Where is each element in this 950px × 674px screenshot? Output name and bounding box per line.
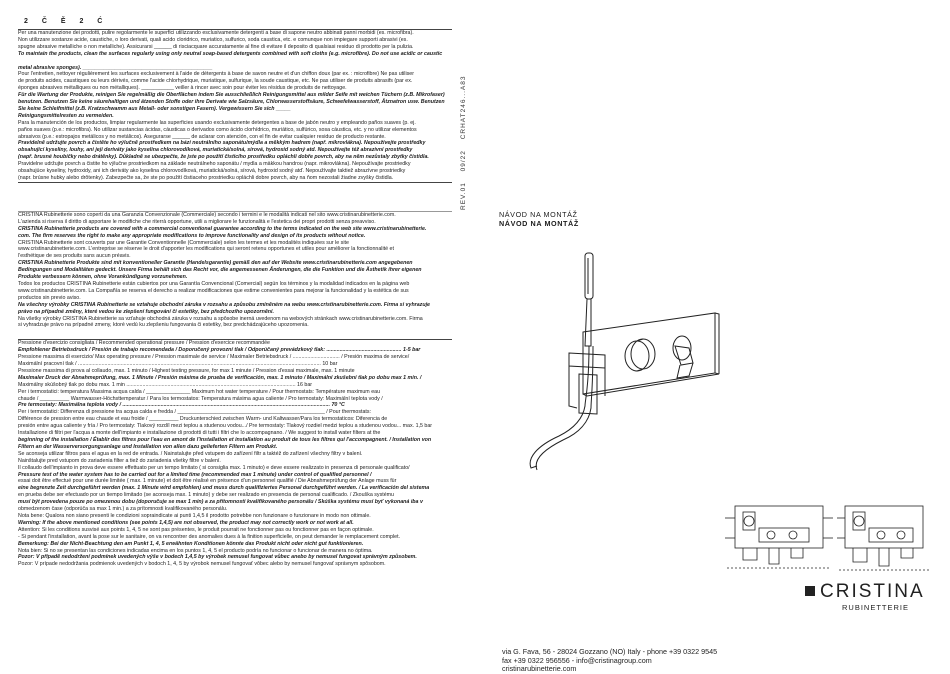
contact-fax-email: fax +39 0322 956556 - info@cristinagroup.com	[502, 655, 652, 665]
technical-line: Installazione di filtri per l'acqua a monte dell'impianto e installazione di prodotti di tutti i filtri che lo accompagnano. / We suggest to install water filters at the	[18, 430, 381, 437]
warranty-line: www.cristinarubinetterie.com. L'entreprise se réserve le droit d'apporter les modifications qui seront retenu opportunes et utiles pour améliorer la fonctionnalité et	[18, 246, 394, 253]
technical-line: Nota bene: Qualora non siano presenti le condizioni sopraindicate ai punti 1,4,5 il prodotto potrebbe non funzionare o funzionare in modo non ottimale.	[18, 512, 371, 519]
technical-line: Per i termostatici: Differenza di pressione tra acqua calda e fredda / __________________________________________________ / Pour thermostats:	[18, 409, 371, 416]
care-line: obsahující kyseliny, louhy, ani jeji deriváty jako kyselina chlorovodíková, muriatická/solná, sírová, hydroxid sodný atd. Nepoužívejte též abrazivní prostředky	[18, 147, 413, 154]
shower-hose	[530, 346, 589, 468]
revision-label: REV.01	[460, 182, 467, 210]
care-line: Sie keine Schleifmittel (z.B. Kratzschwamm aus Metall- oder sonstigen Fasern). Vergewissern Sie sich _____	[18, 105, 291, 112]
technical-line: obmedzenom čase (odporúča sa max 1 min.) a za prítomnosti kvalifikovaného personálu.	[18, 506, 228, 513]
care-line: (např. brusné houbičky nebo drátěnky). Důkladně se ubezpečte, že jste po použití čisticího prostředku opláchli dobře povrch, aby na něm nezůstaly zbytky čistidla.	[18, 154, 429, 161]
revision-code	[460, 0, 467, 210]
care-line: Pour l'entretien, nettoyer régulièrement les surfaces exclusivement à l'aide de détergents à base de savon neutre et d'un chiffon doux (par ex. : microfibre) Ne pas utiliser	[18, 71, 415, 78]
technical-line: Maximální pracovní tlak / ..................................................................................................................................................................... 10 bar	[18, 361, 338, 368]
care-line: To maintain the products, clean the surfaces regularly using only neutral soap-based detergents combined with soft cloths (e.g. microfibre). Do not use acidic or caustic	[18, 50, 443, 57]
care-line: Für die Wartung der Produkte, reinigen Sie regelmäßig die Oberflächen indem Sie ausschließlich Reinigungsmittel aus milder Seife mit weichen Tüchern (z.B. Mikrofaser)	[18, 92, 445, 99]
warranty-line: l'esthétique de ses produits sans aucun préavis.	[18, 253, 131, 260]
technical-line: - Si pendant l'installation, avant la pose sur le sanitaire, on va rencontrer des anomalies dues à la finition superficielle, on peut demander le remplacement complet.	[18, 533, 401, 540]
technical-line: Maximaler Druck der Abnahmeprüfung, max. 1 Minute / Presión máxima de prueba de verificación, max. 1 minuto / Maximální zkušební tlak po dobu max 1 min. /	[18, 374, 422, 381]
warranty-line: L'azienda si riserva il diritto di apportare le modifiche che riterrà opportune, utili a migliorare le funzionalità e l'estetica dei propri prodotti senza preavviso.	[18, 218, 376, 225]
outlet-bracket	[569, 353, 605, 414]
care-line: Per una manutenzione dei prodotti, pulire regolarmente le superfici utilizzando esclusivamente detergenti a base di sapone neutro abbinati panni morbidi (es. microfibra).	[18, 30, 414, 36]
technical-line: Maximálny skúšobný tlak po dobu max. 1 min ................................................................................................................... 16 bar	[18, 381, 313, 388]
technical-line: Pressione massima di prova al collaudo, max. 1 minuto / Highest testing pressure, for max 1 minute / Pression d'essai maximale, max. 1 minute	[18, 367, 355, 374]
technical-line: Nainštalujte pred vstupom do zariadenia filter a tiež do zariadenia všetky filtre v balení.	[18, 457, 221, 464]
cristina-logo	[805, 581, 925, 612]
warranty-line: Bedingungen und Modalitäten gedeckt. Unsere Firma behält sich das Recht vor, die angemessenen Änderungen, die die Funktion und die Ästhetik ihrer eigenen	[18, 267, 422, 274]
care-line: paños suaves (p.e.: microfibra). No utilizar sustancias ácidas, cáusticas o derivados como ácido clorhídrico, muriático, sulfúrico, sosa cáustica, etc. y no utilizar elementos	[18, 126, 417, 133]
care-line: spugne abrasive metalliche o non metalliche). Assicurarsi ______ di risciacquare accuratamente al fine di evitare il deposito di qualsiasi residuo di prodotto per la pulizia.	[18, 43, 414, 50]
diverter-knob	[625, 339, 655, 371]
technical-line: Pressione d'esercizio consigliata / Recommended operational pressure / Pression d'exercice recommandée	[18, 340, 270, 347]
technical-line: presión entre agua caliente y fría / Pro termostaty: Tlakový rozdíl mezi teplou a studenou vodou.../ Pre termostaty: Tlakový rozdiel medzi teplou a studenou vodou... max. 1,5 bar	[18, 423, 433, 430]
care-line: Pravidelne udržujte povrch a čistite ho výlučne prostriedkom na základe neutrálneho saponátu / mydla a mäkkou handrou (napr. mikrovlákna). Nepoužívajte prostriedky	[18, 161, 411, 168]
revision-date: 09/22	[460, 150, 467, 172]
contact-block	[502, 648, 717, 674]
warranty-line: právo na případné změny, které vedou ke zlepšení fungování či estetiky, bez předchozího upozornění.	[18, 308, 274, 315]
care-line: de produits acides, caustiques ou leurs dérivés, comme l'acide chlorhydrique, muriatique, sulfurique, la soude caustique, etc. Ne pas utiliser de produits abrasifs (par ex.	[18, 78, 413, 85]
title-line-2: NÁVOD NA MONTÁŽ	[499, 219, 579, 228]
care-line: benutzen. Benutzen Sie keine säurehaltigen und ätzenden Stoffe oder ihre Derivate wie Salzsäure, Chlorwasserstoffsäure, Schwefelwasserstoff, Ätznatron usw. Benutzen	[18, 99, 445, 106]
technical-line: eine begrenzte Zeit durchgeführt werden (max. 1 Minute wird empfohlen) und muss durch qualifiziertes Personal durchgeführt werden. / La verificación del sistema	[18, 485, 430, 492]
care-line	[18, 58, 452, 65]
technical-line: essai doit être effectué pour une durée limitée ( max. 1 minute) et doit être réalisé en présence d'un personnel qualifié / Die Abnahmeprüfung der Anlage muss für	[18, 478, 397, 485]
warranty-line: com. The firm reserves the right to make any appropriate modifications to improve functionality and design of its products without notice.	[18, 232, 366, 239]
technical-line: Pozor: V případě nedodržení podmínek uvedených výše v bodech 1,4,5 by výrobek nemusel fungovat vůbec anebo by nemusel fungovat správným způsobem.	[18, 554, 417, 561]
technical-line: Attention: Si les conditions susvisé aux points 1, 4, 5 ne sont pas présentes, le produit pourrait ne fonctionner pas ou fonctionner pas en façon optimale.	[18, 526, 374, 533]
warranty-text	[18, 212, 452, 329]
section-view-right	[837, 506, 929, 570]
care-line: Non utilizzare sostanze acide, caustiche, o loro derivati, quali acido cloridrico, muriatico, sulfurico, soda caustica, etc. e comunque non impiegare supporti abrasivi (es.	[18, 36, 408, 43]
care-line: Reinigungsmittelresten zu vermeiden.	[18, 112, 114, 119]
care-instructions	[18, 30, 452, 182]
contact-address: via G. Fava, 56 - 28024 Gozzano (NO) Italy - phone +39 0322 9545	[502, 647, 718, 656]
warranty-line: CRISTINA Rubinetterie sont couverts par une Garantie Conventionnelle (Commerciale) selon les termes et les modalités indiquées sur le site	[18, 239, 349, 246]
care-line: (napr. brúsne hubky alebo drôtenky). Zabezpečte sa, že ste po použití čistiaceho prostriedku opláchli dobre povrch, aby na ňom nezostali žiadne zvyšky čistidla.	[18, 175, 394, 182]
technical-line: Pozor: V prípade nedodržania podmienok uvedených v bodoch 1, 4, 5 by výrobok nemusel fungovať vôbec alebo by nemusel fungovať správnym spôsobom.	[18, 561, 386, 568]
technical-line: Nota bien: Si no se presentan las condiciones indicadas encima en los puntos 1, 4, 5 el producto podría no funcionar o funcionar de manera no óptima.	[18, 547, 373, 554]
brand-name: CRISTINA	[820, 581, 925, 602]
technical-line: Bemerkung: Bei der Nicht-Beachtung den am Punkt 1, 4, 5 erwähnten Konditionen könnte das Produkt nicht oder nicht gut funktionieren.	[18, 540, 364, 547]
technical-line: Pre termostaty: Maximálna teplota vody / ............................................................................................................................................. 70 °C	[18, 402, 345, 409]
technical-line: en prueba debe ser efectuado por un tiempo limitado (se aconseja max. 1 minuto) y debe ser realizado en presencia de personal cualificado. / Zkouška systému	[18, 492, 394, 499]
technical-line: Filtern an der Wasserversorgungsanlage und Installation von allen dazu gelieferten Filtern am Produkt.	[18, 443, 278, 450]
product-drawing	[497, 228, 937, 580]
technical-line: musí být provedena pouze po omezenou dobu (doporučuje se max 1 min) a za přítomnosti kvalifikovaného personálu / Skúška systému musí byť vykonaná iba v	[18, 499, 423, 506]
technical-line: Il collaudo dell'impianto in prova deve essere effettuato per un tempo limitato ( si consiglia max. 1 minuto) e deve essere realizzato in presenza di personale qualificato/	[18, 464, 410, 471]
technical-line: beginning of the installation / Établir des filtres pour l'eau en amont de l'installation et installation au produit de tous les filtres qui l'accompagnent. / Installation von	[18, 437, 432, 444]
warranty-line: productos sin previo aviso.	[18, 294, 81, 301]
care-line: obsahujúce kyseliny, hydroxidy, ani ich deriváty ako kyselina chlorovodíková, muriatická/solná, sírová, hydroxid sodný atď. Nepoužívajte taktiež abrazívne prostriedky	[18, 168, 406, 175]
mixer-lever	[673, 336, 693, 378]
warranty-line: Todos los productos CRISTINA Rubinetterie están cubiertos por una Garantía Convencional (Comercial) según los términos y la modalidad indicados en la página web	[18, 280, 410, 287]
technical-line: Différence de pression entre eau chaude et eau froide / __________ Druckunterschied zwischen Warm- und Kaltwasser/Para los termostaticos: Diferencia de	[18, 416, 388, 423]
product-code: CRHAT246...A83	[460, 75, 467, 140]
warranty-line: CRISTINA Rubinetterie products are covered with a commercial conventional guarantee according to the terms indicated on the web site www.cristinarubinetterie.	[18, 225, 427, 232]
section-view-left	[725, 506, 833, 568]
technical-line: Warning: If the above mentioned conditions (see points 1,4,5) are not observed, the product may not correctly work or not work at all.	[18, 519, 354, 526]
warranty-line: si vyhradzuje právo na prípadné zmeny, ktoré vedú ku zlepšeniu fungovania či estetiky, bez predchádzajúceho upozornenia.	[18, 322, 309, 329]
logo-square-icon	[805, 586, 815, 596]
technical-line: Per i termostatici: temperatura Massima acqua calda / _______________ Maximum hot water temperature / Pour thermostats: Température maximum eau	[18, 388, 381, 395]
care-line: abrasivos (p.e.: estropajos metálicos y no metálicos). Asegurarse ______ de aclarar con atención, con el fin de evitar cualquier residuo de producto restante.	[18, 133, 386, 140]
manual-title	[499, 210, 579, 228]
hand-shower	[585, 253, 593, 346]
technical-line: Pressure test of the water system has to be carried out for a limited time (recommended max 1 minute) under control of qualified personnel /	[18, 471, 372, 478]
technical-line: Se aconseja utilizar filtros para el agua en la red de entrada. / Nainstalujte před vstupem do zařízení filtr a taktéž do zařízení všechny filtry v balení.	[18, 450, 363, 457]
technical-line: chaude / __________ Warmwasser-Höchsttemperatur / Para los termostatos: Temperatura máxima agua caliente / Pro termostaty: Maximální teplota vody /	[18, 395, 383, 402]
technical-line: Empfohlener Betriebsdruck / Presión de trabajo recomendada / Doporučený provozní tlak / Odporúčaný prevádzkový tlak: ................................................... 1-5 bar	[18, 347, 421, 354]
warranty-line: CRISTINA Rubinetterie sono coperti da una Garanzia Convenzionale (Commerciale) secondo i termini e le modalità indicati nel sito www.cristinarubinetterie.com.	[18, 211, 396, 218]
care-line: metal abrasive sponges). ____________________________________________	[18, 64, 213, 71]
title-line-1: NÁVOD NA MONTÁŽ	[499, 210, 578, 219]
care-line: Pravidelně udržujte povrch a čistěte ho výlučně prostředkem na bázi neutrálního saponátu/mýdla a měkkým hadrem (např. mikrovlákna). Nepoužívejte prostředky	[18, 140, 426, 147]
warranty-line: CRISTINA Rubinetterie Produkte sind mit konventioneller Garantie (Handelsgarantie) gemäß den auf der Website www.cristinarubinetterie.com angegebenen	[18, 260, 413, 267]
brand-subtitle: RUBINETTERIE	[842, 603, 910, 612]
technical-data	[18, 340, 452, 568]
left-column	[18, 10, 452, 568]
warranty-line: Na všetky výrobky CRISTINA Rubinetterie sa vzťahuje obchodná záruka v rozsahu a spôsobe inerná uvedenom na webových stránkach www.cristinarubinetterie.com. Firma	[18, 315, 423, 322]
warranty-line: www.cristinarubinetterie.com. La Compañía se reserva el derecho a realizar modificaciones que estime convenientes para mejorar la funcionalidad y la estética de sus	[18, 287, 409, 294]
contact-website: cristinarubinetterie.com	[502, 664, 577, 673]
care-line: éponges abrasives métalliques ou non métalliques). ___________ veiller à rincer avec soin pour éviter les résidus de produits de nettoyage.	[18, 85, 347, 92]
technical-line: Pressione massima di esercizio/ Max operating pressure / Pression maximale de service / Maximaler Betriebsdruck / ................................ / Presión maxima de service/	[18, 354, 410, 361]
care-line: Para la manutención de los productos, limpiar regularmente las superficies usando exclusivamente detergentes a base de jabón neutro y empleando paños suaves (p. ej.	[18, 119, 416, 126]
section-heading: 2 Č Ě 2 Ć	[24, 18, 109, 25]
warranty-line: Produkte verbessern können, ohne Vorankündigung vorzunehmen.	[18, 274, 188, 281]
warranty-line: Na všechny výrobky CRISTINA Rubinetterie se vztahuje obchodní záruka v rozsahu a způsobu zmíněném na webu www.cristinarubinetterie.com. Firma si vyhrazuje	[18, 301, 430, 308]
